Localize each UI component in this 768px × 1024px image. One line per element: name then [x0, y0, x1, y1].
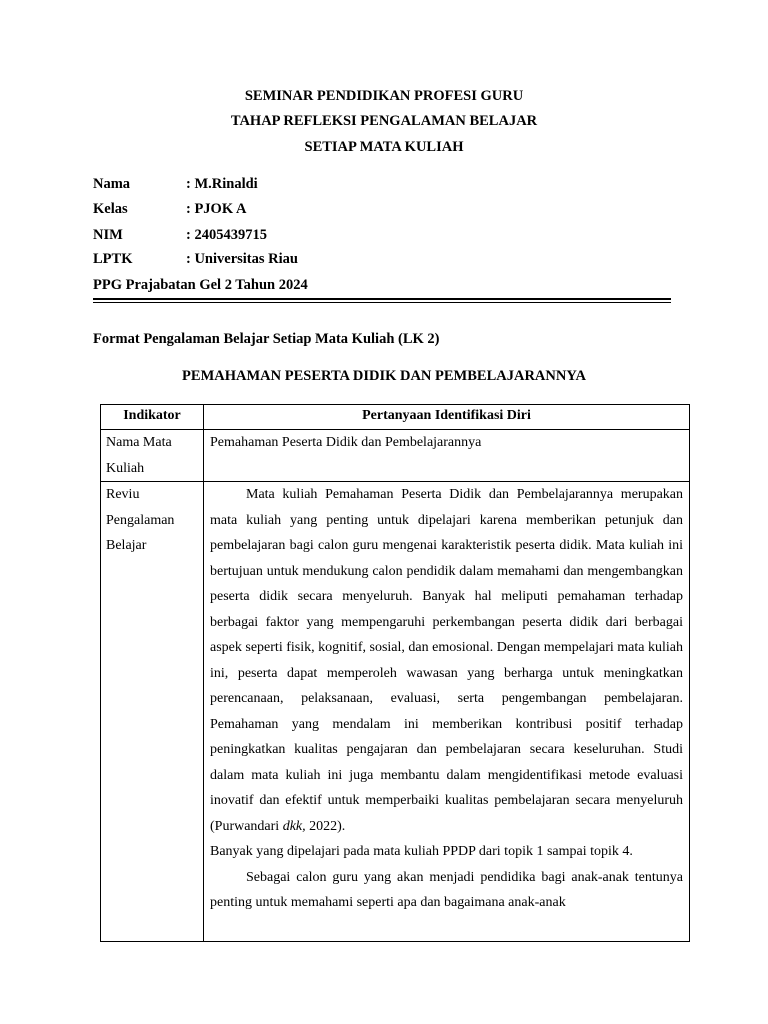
kelas-label: Kelas	[93, 201, 128, 217]
col-header-pertanyaan: Pertanyaan Identifikasi Diri	[204, 405, 690, 430]
header-divider-thick	[93, 298, 671, 300]
nama-value: : M.Rinaldi	[186, 176, 258, 192]
nama-label: Nama	[93, 176, 131, 192]
citation-close: 2022).	[305, 818, 346, 834]
reviu-paragraph-1	[210, 482, 683, 839]
nim-value: : 2405439715	[186, 227, 267, 243]
title-line-1: SEMINAR PENDIDIKAN PROFESI GURU	[244, 88, 524, 104]
lptk-label: LPTK	[93, 251, 133, 267]
table-header-row	[101, 405, 690, 430]
kelas-value: : PJOK A	[186, 201, 247, 217]
row-value-reviu	[204, 482, 690, 942]
title-line-3: SETIAP MATA KULIAH	[304, 139, 464, 155]
lptk-value: : Universitas Riau	[186, 251, 298, 267]
citation-italic: dkk,	[282, 818, 306, 834]
row-value-nama-mata-kuliah: Pemahaman Peserta Didik dan Pembelajarannya	[204, 430, 690, 482]
nim-label: NIM	[93, 227, 123, 243]
format-title: Format Pengalaman Belajar Setiap Mata Kuliah (LK 2)	[93, 331, 440, 347]
program-text: PPG Prajabatan Gel 2 Tahun 2024	[93, 277, 308, 293]
reviu-text-block	[210, 482, 683, 941]
header-divider-thin	[93, 302, 671, 303]
table-row	[101, 430, 690, 482]
reviu-paragraph-1-text: Mata kuliah Pemahaman Peserta Didik dan Pembelajarannya merupakan mata kuliah yang penting untuk dipelajari karena memberikan petunjuk dan pembelajaran bagi calon guru mengenai karakteristik peserta didik. Mata kuliah ini bertujuan untuk mendukung calon pendidik dalam memahami dan mengembangkan peserta didik secara menyeluruh. Banyak hal meliputi pemahaman terhadap berbagai faktor yang mempengaruhi perkembangan peserta didik dari berbagai aspek seperti fisik, kognitif, sosial, dan emosional. Dengan mempelajari mata kuliah ini, peserta dapat memperoleh wawasan yang berharga untuk meningkatkan perencanaan, pelaksanaan, evaluasi, serta pengembangan pembelajaran. Pemahaman yang mendalam ini memberikan kontribusi positif terhadap peningkatkan kualitas pengajaran dan pembelajaran secara keseluruhan. Studi dalam mata kuliah ini juga membantu dalam mengidentifikasi metode evaluasi inovatif dan efektif untuk memperbaiki kualitas pembelajaran secara menyeluruh	[210, 487, 683, 808]
reflection-table	[100, 404, 690, 942]
row-label-nama-mata-kuliah: Nama Mata Kuliah	[101, 430, 204, 482]
title-line-2: TAHAP REFLEKSI PENGALAMAN BELAJAR	[230, 113, 538, 129]
col-header-indikator: Indikator	[101, 405, 204, 430]
reviu-paragraph-2: Banyak yang dipelajari pada mata kuliah PPDP dari topik 1 sampai topik 4.	[210, 844, 633, 859]
citation-open: (Purwandari	[210, 818, 283, 834]
row-label-reviu: Reviu Pengalaman Belajar	[101, 482, 204, 942]
section-title: PEMAHAMAN PESERTA DIDIK DAN PEMBELAJARANNYA	[182, 368, 586, 384]
reviu-paragraph-3: Sebagai calon guru yang akan menjadi pendidika bagi anak-anak tentunya penting untuk memahami seperti apa dan bagaimana anak-anak	[210, 869, 683, 910]
table-row	[101, 482, 690, 942]
